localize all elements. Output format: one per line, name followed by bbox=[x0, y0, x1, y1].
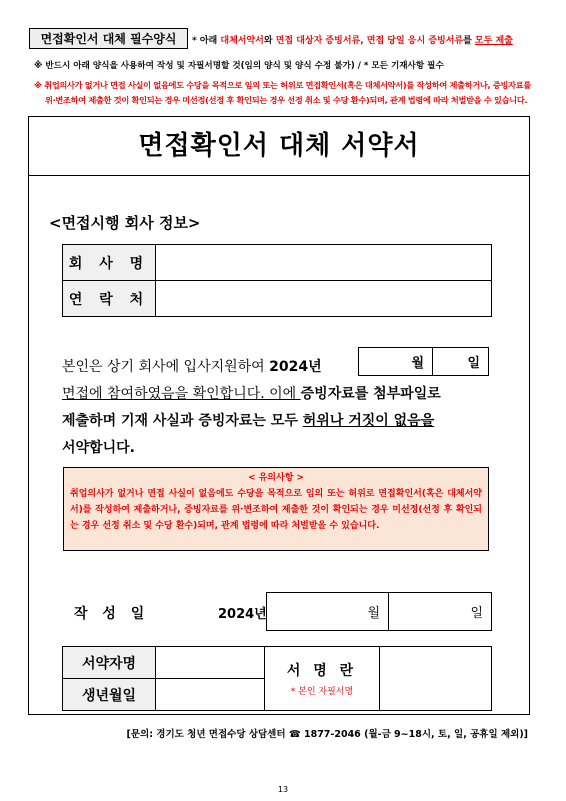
contact-label: 연 락 처 bbox=[63, 281, 156, 317]
caution-box bbox=[63, 467, 489, 551]
required-note: ※ 반드시 아래 양식을 사용하여 작성 및 자필서명할 것(임의 양식 및 양식 수정 불가) / * 모든 기재사항 필수 bbox=[34, 61, 444, 71]
interview-month-field[interactable]: 월 bbox=[359, 348, 433, 376]
written-month-field[interactable]: 월 bbox=[267, 593, 389, 631]
contact-field[interactable] bbox=[156, 281, 492, 317]
signature-note: * 본인 자필서명 bbox=[290, 687, 354, 697]
birthdate-field[interactable] bbox=[156, 679, 265, 711]
section-heading: <면접시행 회사 정보> bbox=[49, 214, 201, 232]
written-date-label: 작 성 일 bbox=[74, 606, 150, 622]
company-name-label: 회 사 명 bbox=[63, 245, 156, 281]
written-date-table bbox=[266, 592, 492, 631]
statement-line-3: 제출하며 기재 사실과 증빙자료는 모두 허위나 거짓이 없음을 bbox=[62, 413, 435, 429]
statement-line-1: 본인은 상기 회사에 입사지원하여 2024년 bbox=[62, 359, 322, 375]
contact-footer: [문의: 경기도 청년 면접수당 상담센터 ☎ 1877-2046 (월-금 9~18시, 토, 일, 공휴일 제외)] bbox=[126, 729, 528, 740]
warning-line-1: ※ 취업의사가 없거나 면접 사실이 없음에도 수당을 목적으로 임의 또는 허위로 면접확인서(혹은 대체서약서)를 작성하여 제출하거나, 증빙자료를 bbox=[34, 80, 531, 90]
form-title: 면접확인서 대체 서약서 bbox=[28, 116, 530, 176]
written-day-field[interactable]: 일 bbox=[389, 593, 492, 631]
form-type-tag: 면접확인서 대체 필수양식 bbox=[29, 28, 188, 49]
submission-note: * 아래 대체서약서와 면접 대상자 증빙서류, 면접 당일 응시 증빙서류를 모두 제출 bbox=[192, 36, 513, 46]
caution-title: < 유의사항 > bbox=[247, 473, 305, 483]
signature-label: 서 명 란 bbox=[286, 663, 358, 679]
company-info-table bbox=[62, 244, 492, 317]
page-number: 13 bbox=[277, 785, 289, 794]
warning-line-2: 위·변조하여 제출한 것이 확인되는 경우 미선정(선정 후 확인되는 경우 선정 취소 및 수당 환수)되며, 관계 법령에 따라 처벌받을 수 있습니다. bbox=[45, 95, 528, 105]
signature-label-cell bbox=[265, 647, 380, 711]
signature-field[interactable] bbox=[380, 647, 492, 711]
signer-table bbox=[62, 646, 492, 711]
statement-line-2: 면접에 참여하였음을 확인합니다. 이에 증빙자료를 첨부파일로 bbox=[62, 386, 441, 402]
interview-day-field[interactable]: 일 bbox=[433, 348, 489, 376]
company-name-field[interactable] bbox=[156, 245, 492, 281]
signer-name-field[interactable] bbox=[156, 647, 265, 679]
statement-line-4: 서약합니다. bbox=[62, 440, 135, 456]
signer-name-label: 서약자명 bbox=[63, 647, 156, 679]
birthdate-label: 생년월일 bbox=[63, 679, 156, 711]
interview-date-table bbox=[358, 347, 489, 376]
caution-body: 취업의사가 없거나 면접 사실이 없음에도 수당을 목적으로 임의 또는 허위로 면접확인서(혹은 대체서약서)를 작성하여 제출하거나, 증빙자료를 위·변조하여 제출한 것이 확인되는 경우 미선정(선정 후 확인되는 경우 선정 취소 및 수당 환수)되며, 관계 법령에 따라 처벌받을 수 있습니다. bbox=[70, 489, 482, 531]
written-date-year: 2024년 bbox=[218, 607, 267, 622]
